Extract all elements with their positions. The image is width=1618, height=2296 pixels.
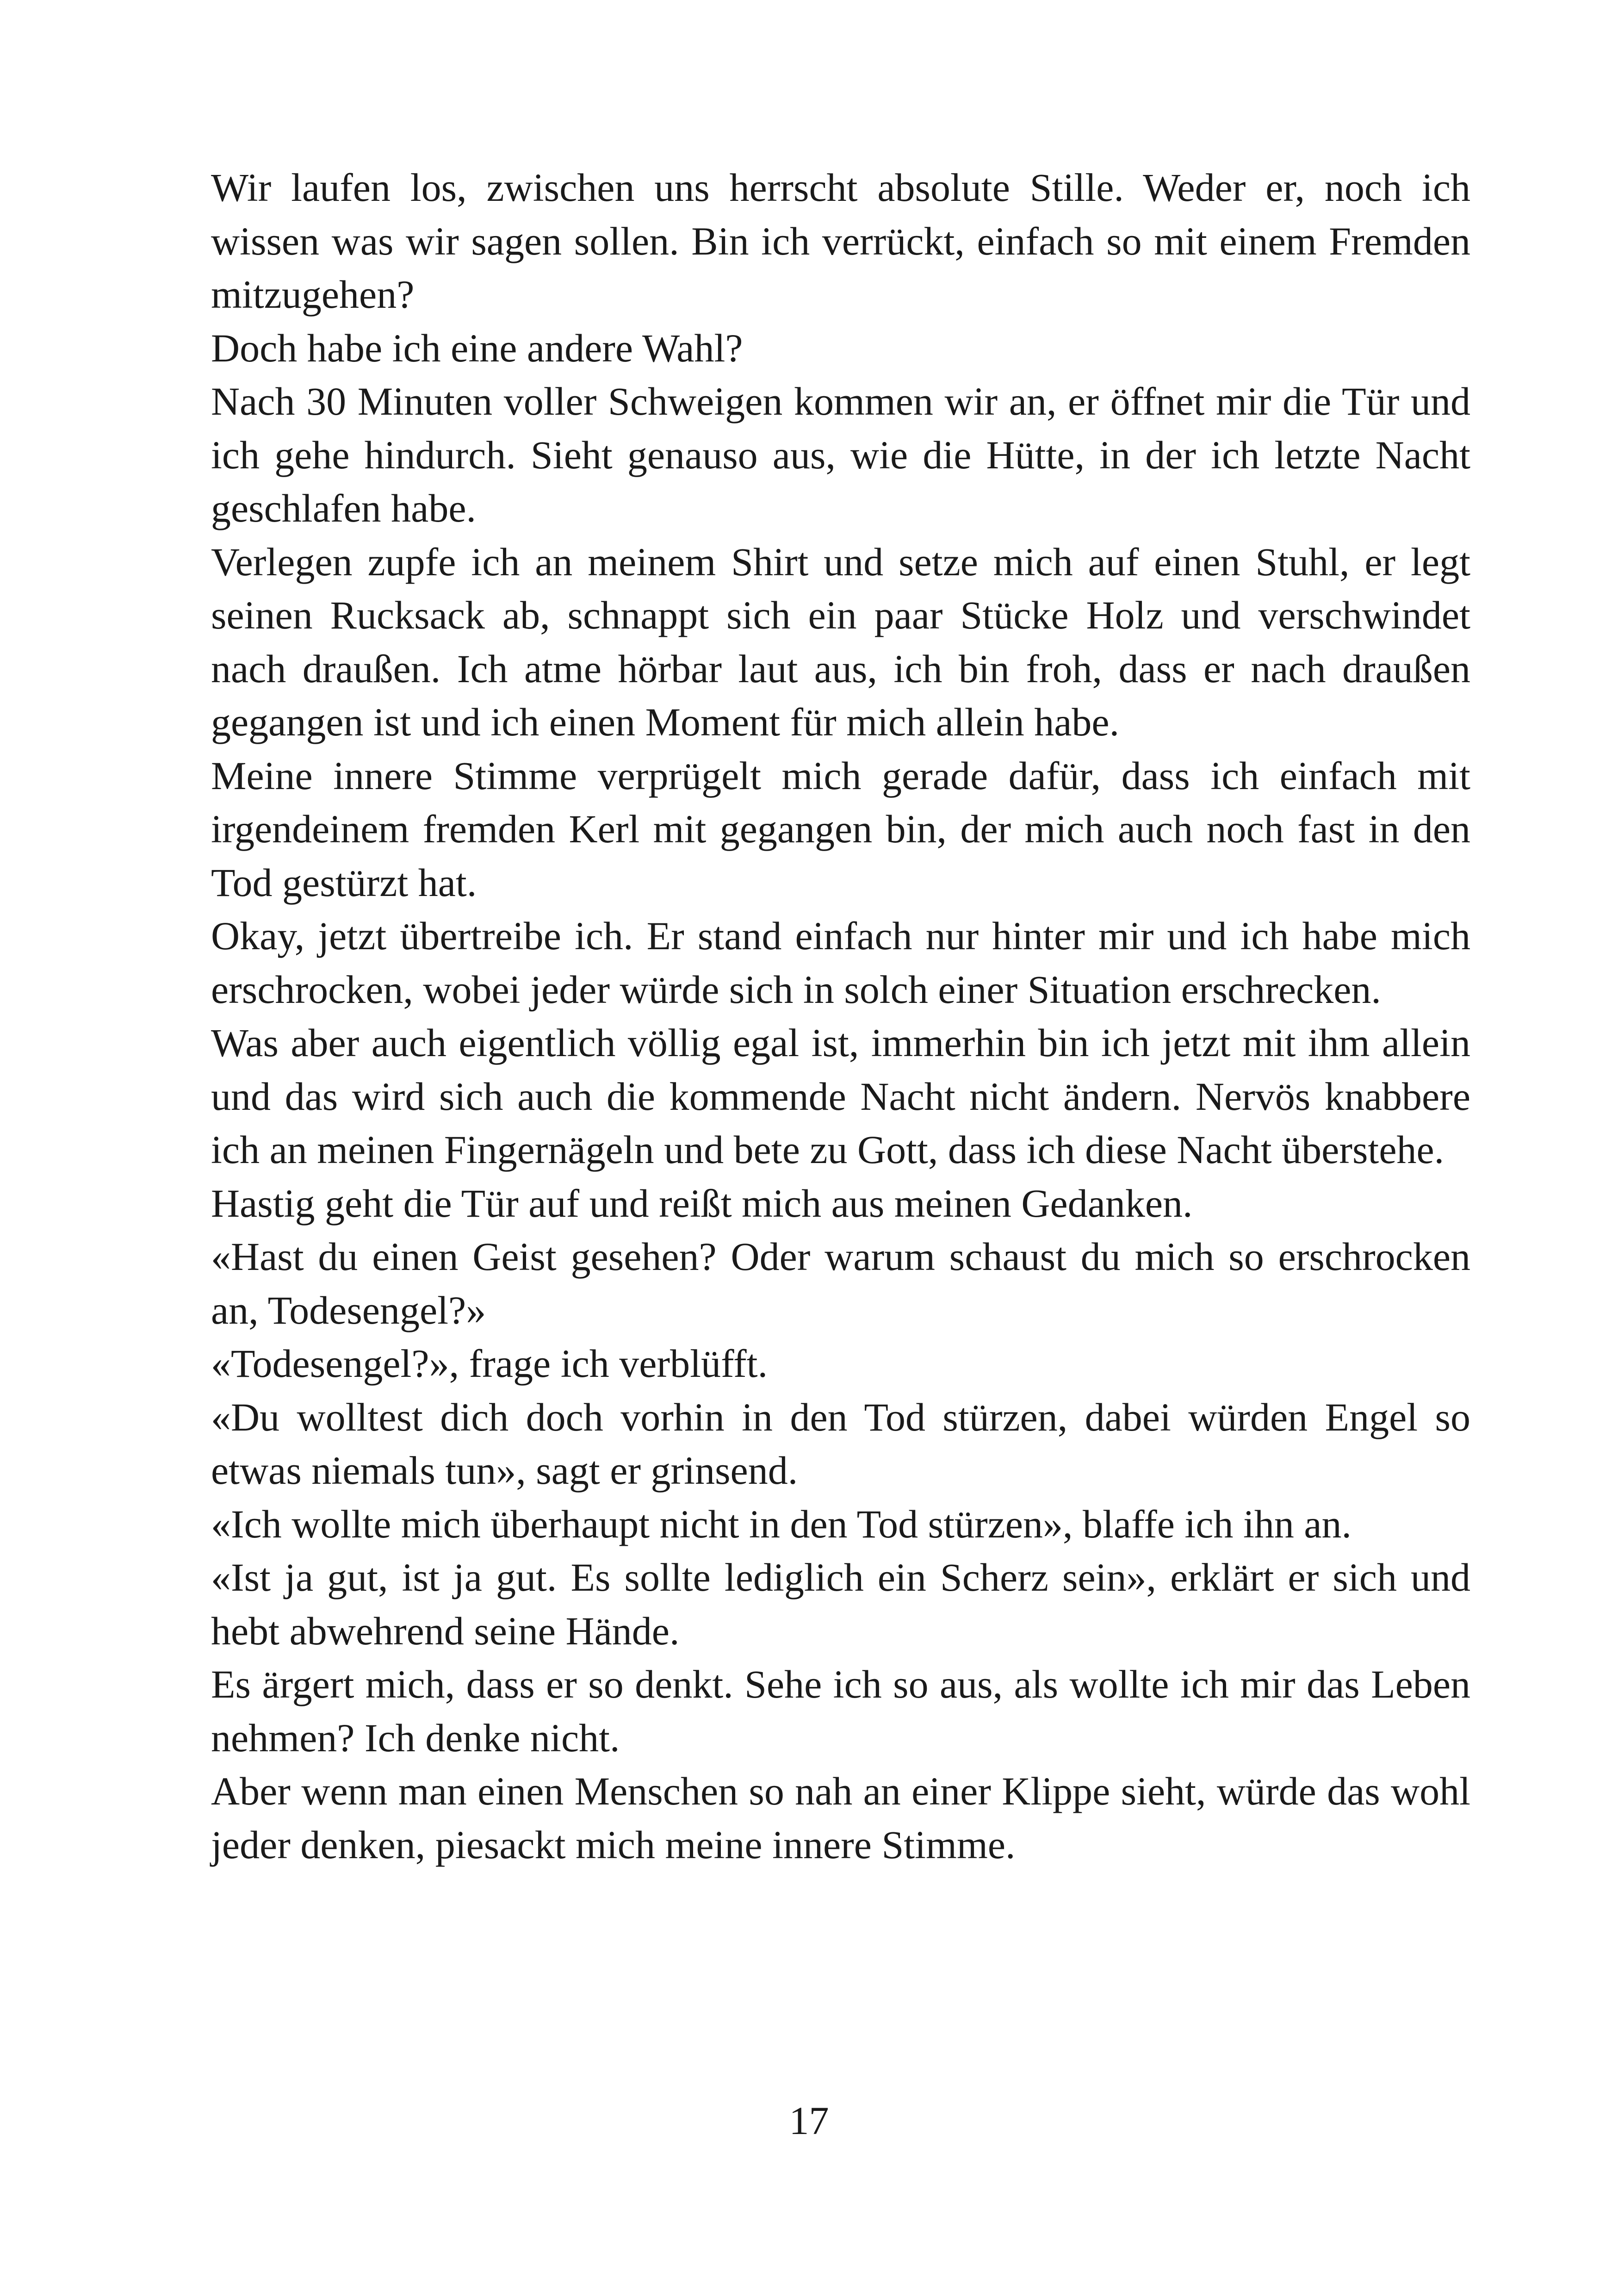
paragraph: Was aber auch eigentlich völlig egal ist, immerhin bin ich jetzt mit ihm allein und das wird sich auch die kommende Nacht nicht ändern. Nervös knabbere ich an meinen Fingernägeln und bete zu Gott, dass ich diese Nacht überstehe.	[211, 1020, 1470, 1172]
paragraph: Nach 30 Minuten voller Schweigen kommen wir an, er öffnet mir die Tür und ich gehe hindurch. Sieht genauso aus, wie die Hütte, in der ich letzte Nacht geschlafen habe.	[211, 379, 1470, 530]
body-text	[211, 161, 1470, 1872]
dialogue-paragraph: «Du wolltest dich doch vorhin in den Tod stürzen, dabei würden Engel so etwas niemals tun», sagt er grinsend.	[211, 1394, 1470, 1493]
paragraph: Aber wenn man einen Menschen so nah an einer Klippe sieht, würde das wohl jeder denken, piesackt mich meine innere Stimme.	[211, 1769, 1470, 1867]
paragraph: Verlegen zupfe ich an meinem Shirt und setze mich auf einen Stuhl, er legt seinen Rucksack ab, schnappt sich ein paar Stücke Holz und verschwindet nach draußen. Ich atme hörbar laut aus, ich bin froh, dass er nach draußen gegangen ist und ich einen Moment für mich allein habe.	[211, 539, 1470, 744]
paragraph: Meine innere Stimme verprügelt mich gerade dafür, dass ich einfach mit irgendeinem fremden Kerl mit gegangen bin, der mich auch noch fast in den Tod gestürzt hat.	[211, 753, 1470, 905]
dialogue-paragraph: «Ich wollte mich überhaupt nicht in den Tod stürzen», blaffe ich ihn an.	[211, 1501, 1352, 1546]
paragraph: Hastig geht die Tür auf und reißt mich aus meinen Gedanken.	[211, 1181, 1193, 1226]
paragraph: Wir laufen los, zwischen uns herrscht absolute Stille. Weder er, noch ich wissen was wir sagen sollen. Bin ich verrückt, einfach so mit einem Fremden mitzugehen?	[211, 165, 1470, 317]
dialogue-paragraph: «Ist ja gut, ist ja gut. Es sollte lediglich ein Scherz sein», erklärt er sich und hebt abwehrend seine Hände.	[211, 1555, 1470, 1653]
dialogue-paragraph: «Todesengel?», frage ich verblüfft.	[211, 1341, 768, 1386]
paragraph: Es ärgert mich, dass er so denkt. Sehe ich so aus, als wollte ich mir das Leben nehmen? Ich denke nicht.	[211, 1662, 1470, 1760]
paragraph: Doch habe ich eine andere Wahl?	[211, 325, 743, 370]
page-number: 17	[789, 2098, 829, 2143]
paragraph: Okay, jetzt übertreibe ich. Er stand einfach nur hinter mir und ich habe mich erschrocken, wobei jeder würde sich in solch einer Situation erschrecken.	[211, 914, 1470, 1012]
dialogue-paragraph: «Hast du einen Geist gesehen? Oder warum schaust du mich so erschrocken an, Todesengel?»	[211, 1234, 1470, 1332]
